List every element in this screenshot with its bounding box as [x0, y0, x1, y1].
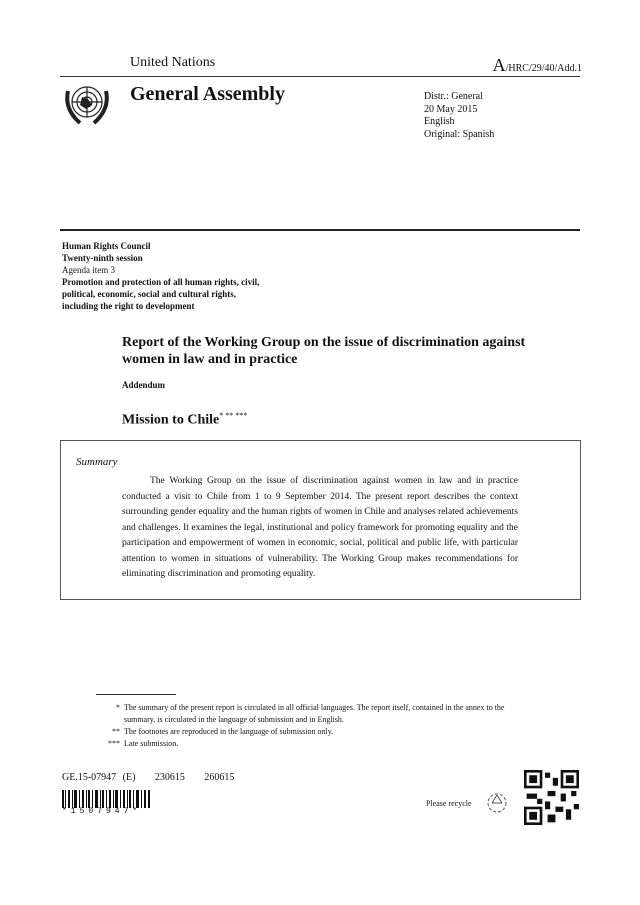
- job-number: GE.15-07947 (E) 230615 260615: [62, 772, 235, 783]
- agenda-title-line: political, economic, social and cultural rights,: [62, 289, 236, 299]
- barcode-number: *1507947*: [62, 807, 142, 816]
- symbol-rest: /HRC/29/40/Add.1: [505, 63, 582, 74]
- footnote: [96, 726, 516, 738]
- un-emblem-icon: [62, 81, 112, 127]
- barcode-icon: [62, 790, 150, 808]
- summary-heading: Summary: [76, 456, 118, 468]
- header-rule: [60, 76, 580, 77]
- report-title: Report of the Working Group on the issue of discrimination against women in law and in practice: [122, 335, 526, 367]
- qr-code-icon: [523, 770, 580, 825]
- footnotes: [96, 702, 516, 750]
- session-block: [62, 240, 259, 312]
- recycle-label: Please recycle: [426, 799, 472, 808]
- distribution-block: [424, 91, 494, 141]
- body-name: General Assembly: [130, 83, 285, 105]
- symbol-prefix: A: [492, 55, 506, 75]
- footnote-marks: * ** ***: [219, 411, 248, 420]
- org-name: United Nations: [130, 55, 216, 70]
- footnote-rule: [96, 694, 176, 695]
- agenda-item: Agenda item 3: [62, 265, 115, 275]
- agenda-title-line: including the right to development: [62, 301, 195, 311]
- date: 20 May 2015: [424, 103, 478, 115]
- mission-text: Mission to Chile: [122, 412, 220, 428]
- footnote: [96, 738, 516, 750]
- language: English: [424, 116, 455, 127]
- recycle-icon: [486, 792, 508, 814]
- footnote-text: The footnotes are reproduced in the language of submission only.: [124, 727, 334, 736]
- council: Human Rights Council: [62, 241, 151, 251]
- summary-text: The Working Group on the issue of discrimination against women in law and in practice conducted a visit to Chile from 1 to 9 September 2014. The present report describes the context surrounding gender equality and the human rights of women in Chile and analyses related achievements and challenges. It examines the legal, institutional and policy framework for promoting equality and the participation and empowerment of women in economic, social, political and public life, with particular attention to women in situations of vulnerability. The Working Group makes recommendations for eliminating discrimination and promoting equality.: [122, 476, 518, 579]
- footnote-mark: ***: [108, 739, 120, 748]
- session: Twenty-ninth session: [62, 253, 143, 263]
- document-symbol: [493, 55, 582, 76]
- agenda-title-line: Promotion and protection of all human rights, civil,: [62, 277, 260, 287]
- footnote-mark: *: [116, 703, 120, 712]
- distr-line: Distr.: General: [424, 91, 483, 102]
- footnote-text: Late submission.: [124, 739, 179, 748]
- addendum-label: Addendum: [122, 380, 166, 390]
- original-language: Original: Spanish: [424, 128, 495, 140]
- footnote-text: The summary of the present report is circulated in all official languages. The report itself, contained in the annex to the summary, is circulated in the language of submission and in English.: [124, 703, 505, 724]
- thick-rule: [60, 229, 580, 231]
- footnote-mark: **: [112, 727, 120, 736]
- mission-title: [122, 411, 247, 429]
- footnote: [96, 702, 516, 726]
